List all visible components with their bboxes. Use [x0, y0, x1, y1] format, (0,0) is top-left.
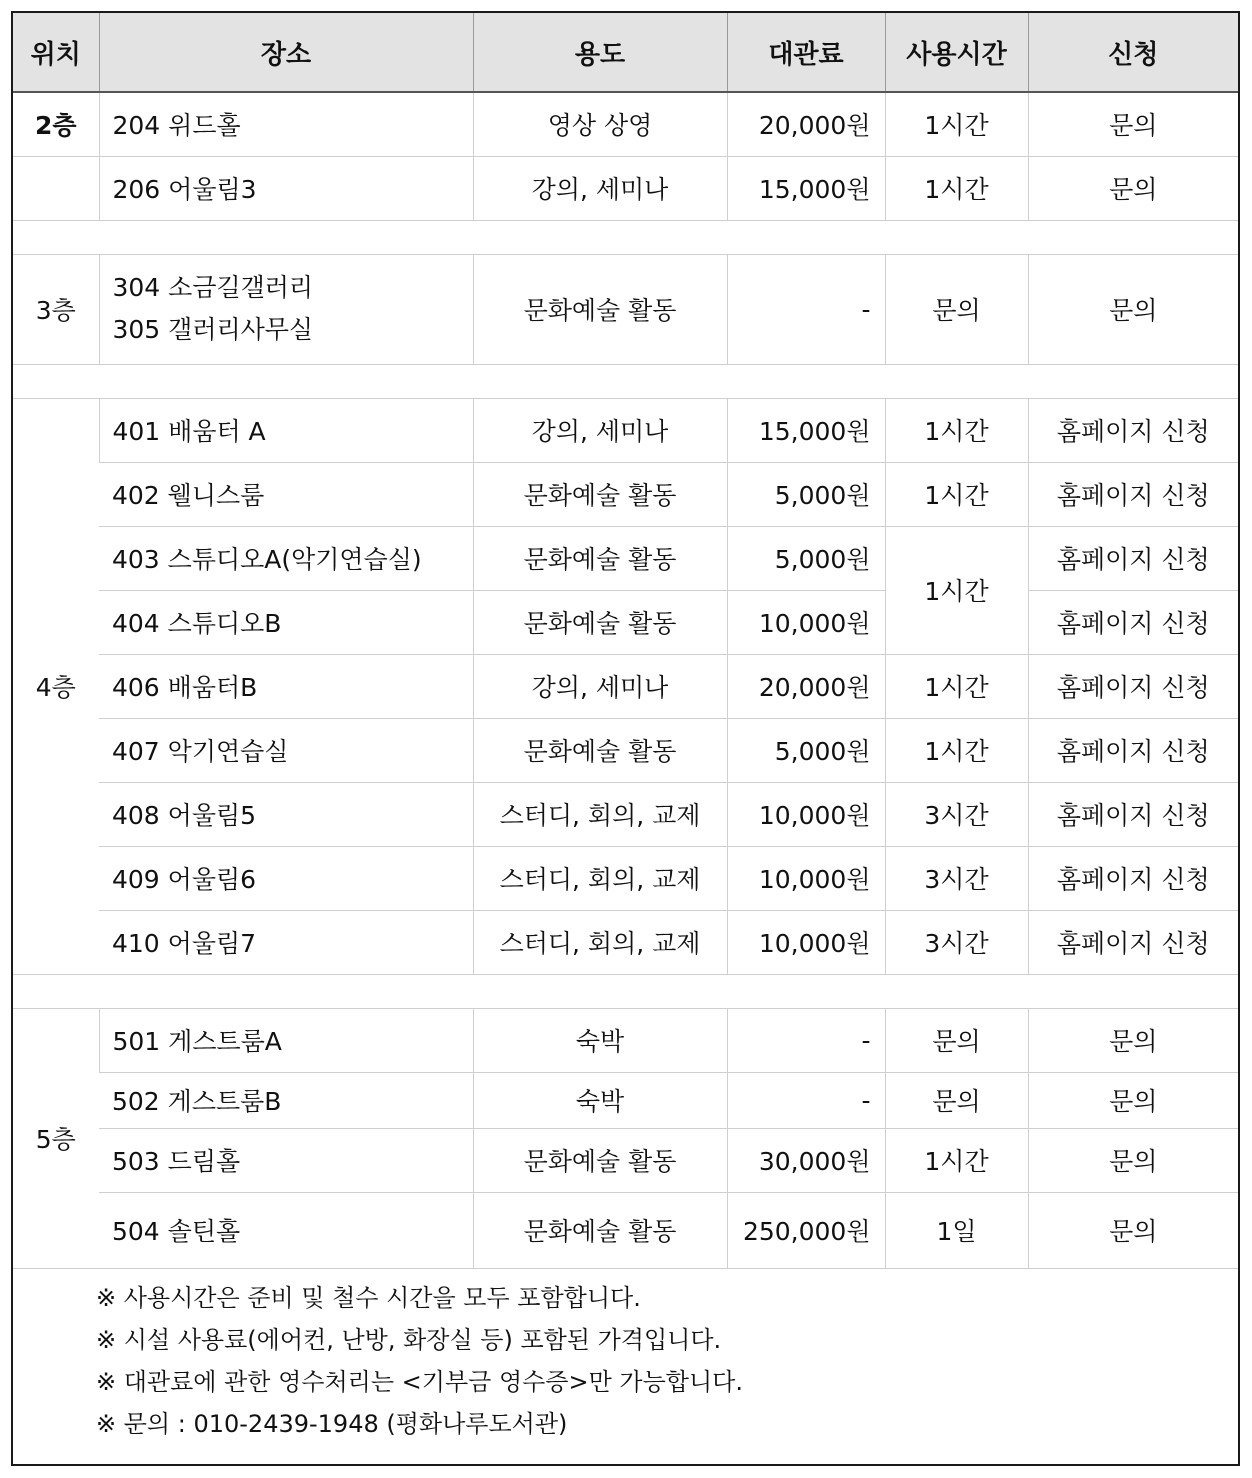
spacer-row	[13, 974, 1238, 1008]
floor-label: 5층	[13, 1008, 99, 1268]
rental-table-frame	[11, 11, 1240, 1466]
floor-label: 2층	[13, 92, 99, 156]
apply-cell: 문의	[1028, 156, 1238, 220]
use-cell: 강의, 세미나	[473, 156, 727, 220]
apply-cell: 홈페이지 신청	[1028, 654, 1238, 718]
apply-cell: 문의	[1028, 1128, 1238, 1192]
apply-cell: 홈페이지 신청	[1028, 398, 1238, 462]
header-place: 장소	[99, 13, 473, 92]
table-row	[13, 254, 1238, 364]
time-cell: 1시간	[885, 718, 1028, 782]
place-cell: 501 게스트룸A	[99, 1008, 473, 1072]
fee-cell: -	[727, 254, 885, 364]
apply-cell: 문의	[1028, 1072, 1238, 1128]
spacer-row	[13, 220, 1238, 254]
place-cell: 409 어울림6	[99, 846, 473, 910]
place-cell: 403 스튜디오A(악기연습실)	[99, 526, 473, 590]
fee-cell: 5,000원	[727, 526, 885, 590]
time-cell: 1시간	[885, 92, 1028, 156]
fee-cell: -	[727, 1008, 885, 1072]
table-row	[13, 1008, 1238, 1072]
use-cell: 스터디, 회의, 교제	[473, 782, 727, 846]
place-cell: 204 위드홀	[99, 92, 473, 156]
place-cell: 502 게스트룸B	[99, 1072, 473, 1128]
header-row	[13, 13, 1238, 92]
apply-cell: 홈페이지 신청	[1028, 846, 1238, 910]
use-cell: 강의, 세미나	[473, 654, 727, 718]
fee-cell: 15,000원	[727, 156, 885, 220]
apply-cell: 홈페이지 신청	[1028, 782, 1238, 846]
table-row	[13, 846, 1238, 910]
place-cell: 408 어울림5	[99, 782, 473, 846]
time-cell: 문의	[885, 1008, 1028, 1072]
use-cell: 스터디, 회의, 교제	[473, 846, 727, 910]
table-row	[13, 526, 1238, 590]
use-cell: 문화예술 활동	[473, 526, 727, 590]
use-cell: 문화예술 활동	[473, 718, 727, 782]
fee-cell: 10,000원	[727, 782, 885, 846]
note-line: ※ 시설 사용료(에어컨, 난방, 화장실 등) 포함된 가격입니다.	[96, 1326, 722, 1354]
apply-cell: 홈페이지 신청	[1028, 526, 1238, 590]
apply-cell: 문의	[1028, 1192, 1238, 1268]
use-cell: 스터디, 회의, 교제	[473, 910, 727, 974]
header-location: 위치	[13, 13, 99, 92]
table-row	[13, 1072, 1238, 1128]
time-cell: 1시간	[885, 156, 1028, 220]
time-cell: 문의	[885, 254, 1028, 364]
table-row	[13, 1128, 1238, 1192]
table-row	[13, 156, 1238, 220]
time-cell: 3시간	[885, 782, 1028, 846]
place-cell: 401 배움터 A	[99, 398, 473, 462]
table-row	[13, 590, 1238, 654]
table-row	[13, 462, 1238, 526]
apply-cell: 문의	[1028, 92, 1238, 156]
table-row	[13, 782, 1238, 846]
place-line: 305 갤러리사무실	[112, 315, 314, 344]
use-cell: 문화예술 활동	[473, 1192, 727, 1268]
place-cell: 407 악기연습실	[99, 718, 473, 782]
time-cell: 1시간	[885, 526, 1028, 654]
table-row	[13, 654, 1238, 718]
table-row	[13, 398, 1238, 462]
header-fee: 대관료	[727, 13, 885, 92]
place-cell: 410 어울림7	[99, 910, 473, 974]
fee-cell: 5,000원	[727, 718, 885, 782]
apply-cell: 홈페이지 신청	[1028, 910, 1238, 974]
header-time: 사용시간	[885, 13, 1028, 92]
time-cell: 1시간	[885, 398, 1028, 462]
time-cell: 1시간	[885, 1128, 1028, 1192]
fee-cell: 10,000원	[727, 846, 885, 910]
place-cell: 206 어울림3	[99, 156, 473, 220]
fee-cell: 30,000원	[727, 1128, 885, 1192]
time-cell: 1일	[885, 1192, 1028, 1268]
floor-label: 3층	[13, 254, 99, 364]
notes-section	[96, 1277, 1216, 1445]
apply-cell: 문의	[1028, 1008, 1238, 1072]
apply-cell: 홈페이지 신청	[1028, 462, 1238, 526]
use-cell: 강의, 세미나	[473, 398, 727, 462]
time-cell: 3시간	[885, 846, 1028, 910]
floor-empty	[13, 156, 99, 220]
note-line: ※ 문의 : 010-2439-1948 (평화나루도서관)	[96, 1410, 568, 1438]
fee-cell: 5,000원	[727, 462, 885, 526]
table-row	[13, 718, 1238, 782]
table-row	[13, 92, 1238, 156]
place-cell: 404 스튜디오B	[99, 590, 473, 654]
use-cell: 영상 상영	[473, 92, 727, 156]
fee-cell: -	[727, 1072, 885, 1128]
note-line: ※ 사용시간은 준비 및 철수 시간을 모두 포함합니다.	[96, 1284, 641, 1312]
place-line: 304 소금길갤러리	[112, 273, 314, 302]
place-cell: 503 드림홀	[99, 1128, 473, 1192]
time-cell: 1시간	[885, 654, 1028, 718]
note-line: ※ 대관료에 관한 영수처리는 <기부금 영수증>만 가능합니다.	[96, 1368, 743, 1396]
use-cell: 문화예술 활동	[473, 1128, 727, 1192]
spacer-row	[13, 364, 1238, 398]
header-apply: 신청	[1028, 13, 1238, 92]
fee-cell: 250,000원	[727, 1192, 885, 1268]
use-cell: 숙박	[473, 1072, 727, 1128]
use-cell: 문화예술 활동	[473, 590, 727, 654]
fee-cell: 10,000원	[727, 910, 885, 974]
fee-cell: 15,000원	[727, 398, 885, 462]
apply-cell: 문의	[1028, 254, 1238, 364]
place-cell: 406 배움터B	[99, 654, 473, 718]
place-cell: 402 웰니스룸	[99, 462, 473, 526]
use-cell: 문화예술 활동	[473, 254, 727, 364]
table-row	[13, 910, 1238, 974]
floor-label: 4층	[13, 398, 99, 974]
table-row	[13, 1192, 1238, 1268]
apply-cell: 홈페이지 신청	[1028, 590, 1238, 654]
time-cell: 3시간	[885, 910, 1028, 974]
apply-cell: 홈페이지 신청	[1028, 718, 1238, 782]
time-cell: 1시간	[885, 462, 1028, 526]
fee-cell: 20,000원	[727, 92, 885, 156]
rental-table	[13, 13, 1238, 1269]
use-cell: 문화예술 활동	[473, 462, 727, 526]
time-cell: 문의	[885, 1072, 1028, 1128]
use-cell: 숙박	[473, 1008, 727, 1072]
place-cell	[99, 254, 473, 364]
fee-cell: 10,000원	[727, 590, 885, 654]
fee-cell: 20,000원	[727, 654, 885, 718]
header-use: 용도	[473, 13, 727, 92]
place-cell: 504 솔틴홀	[99, 1192, 473, 1268]
